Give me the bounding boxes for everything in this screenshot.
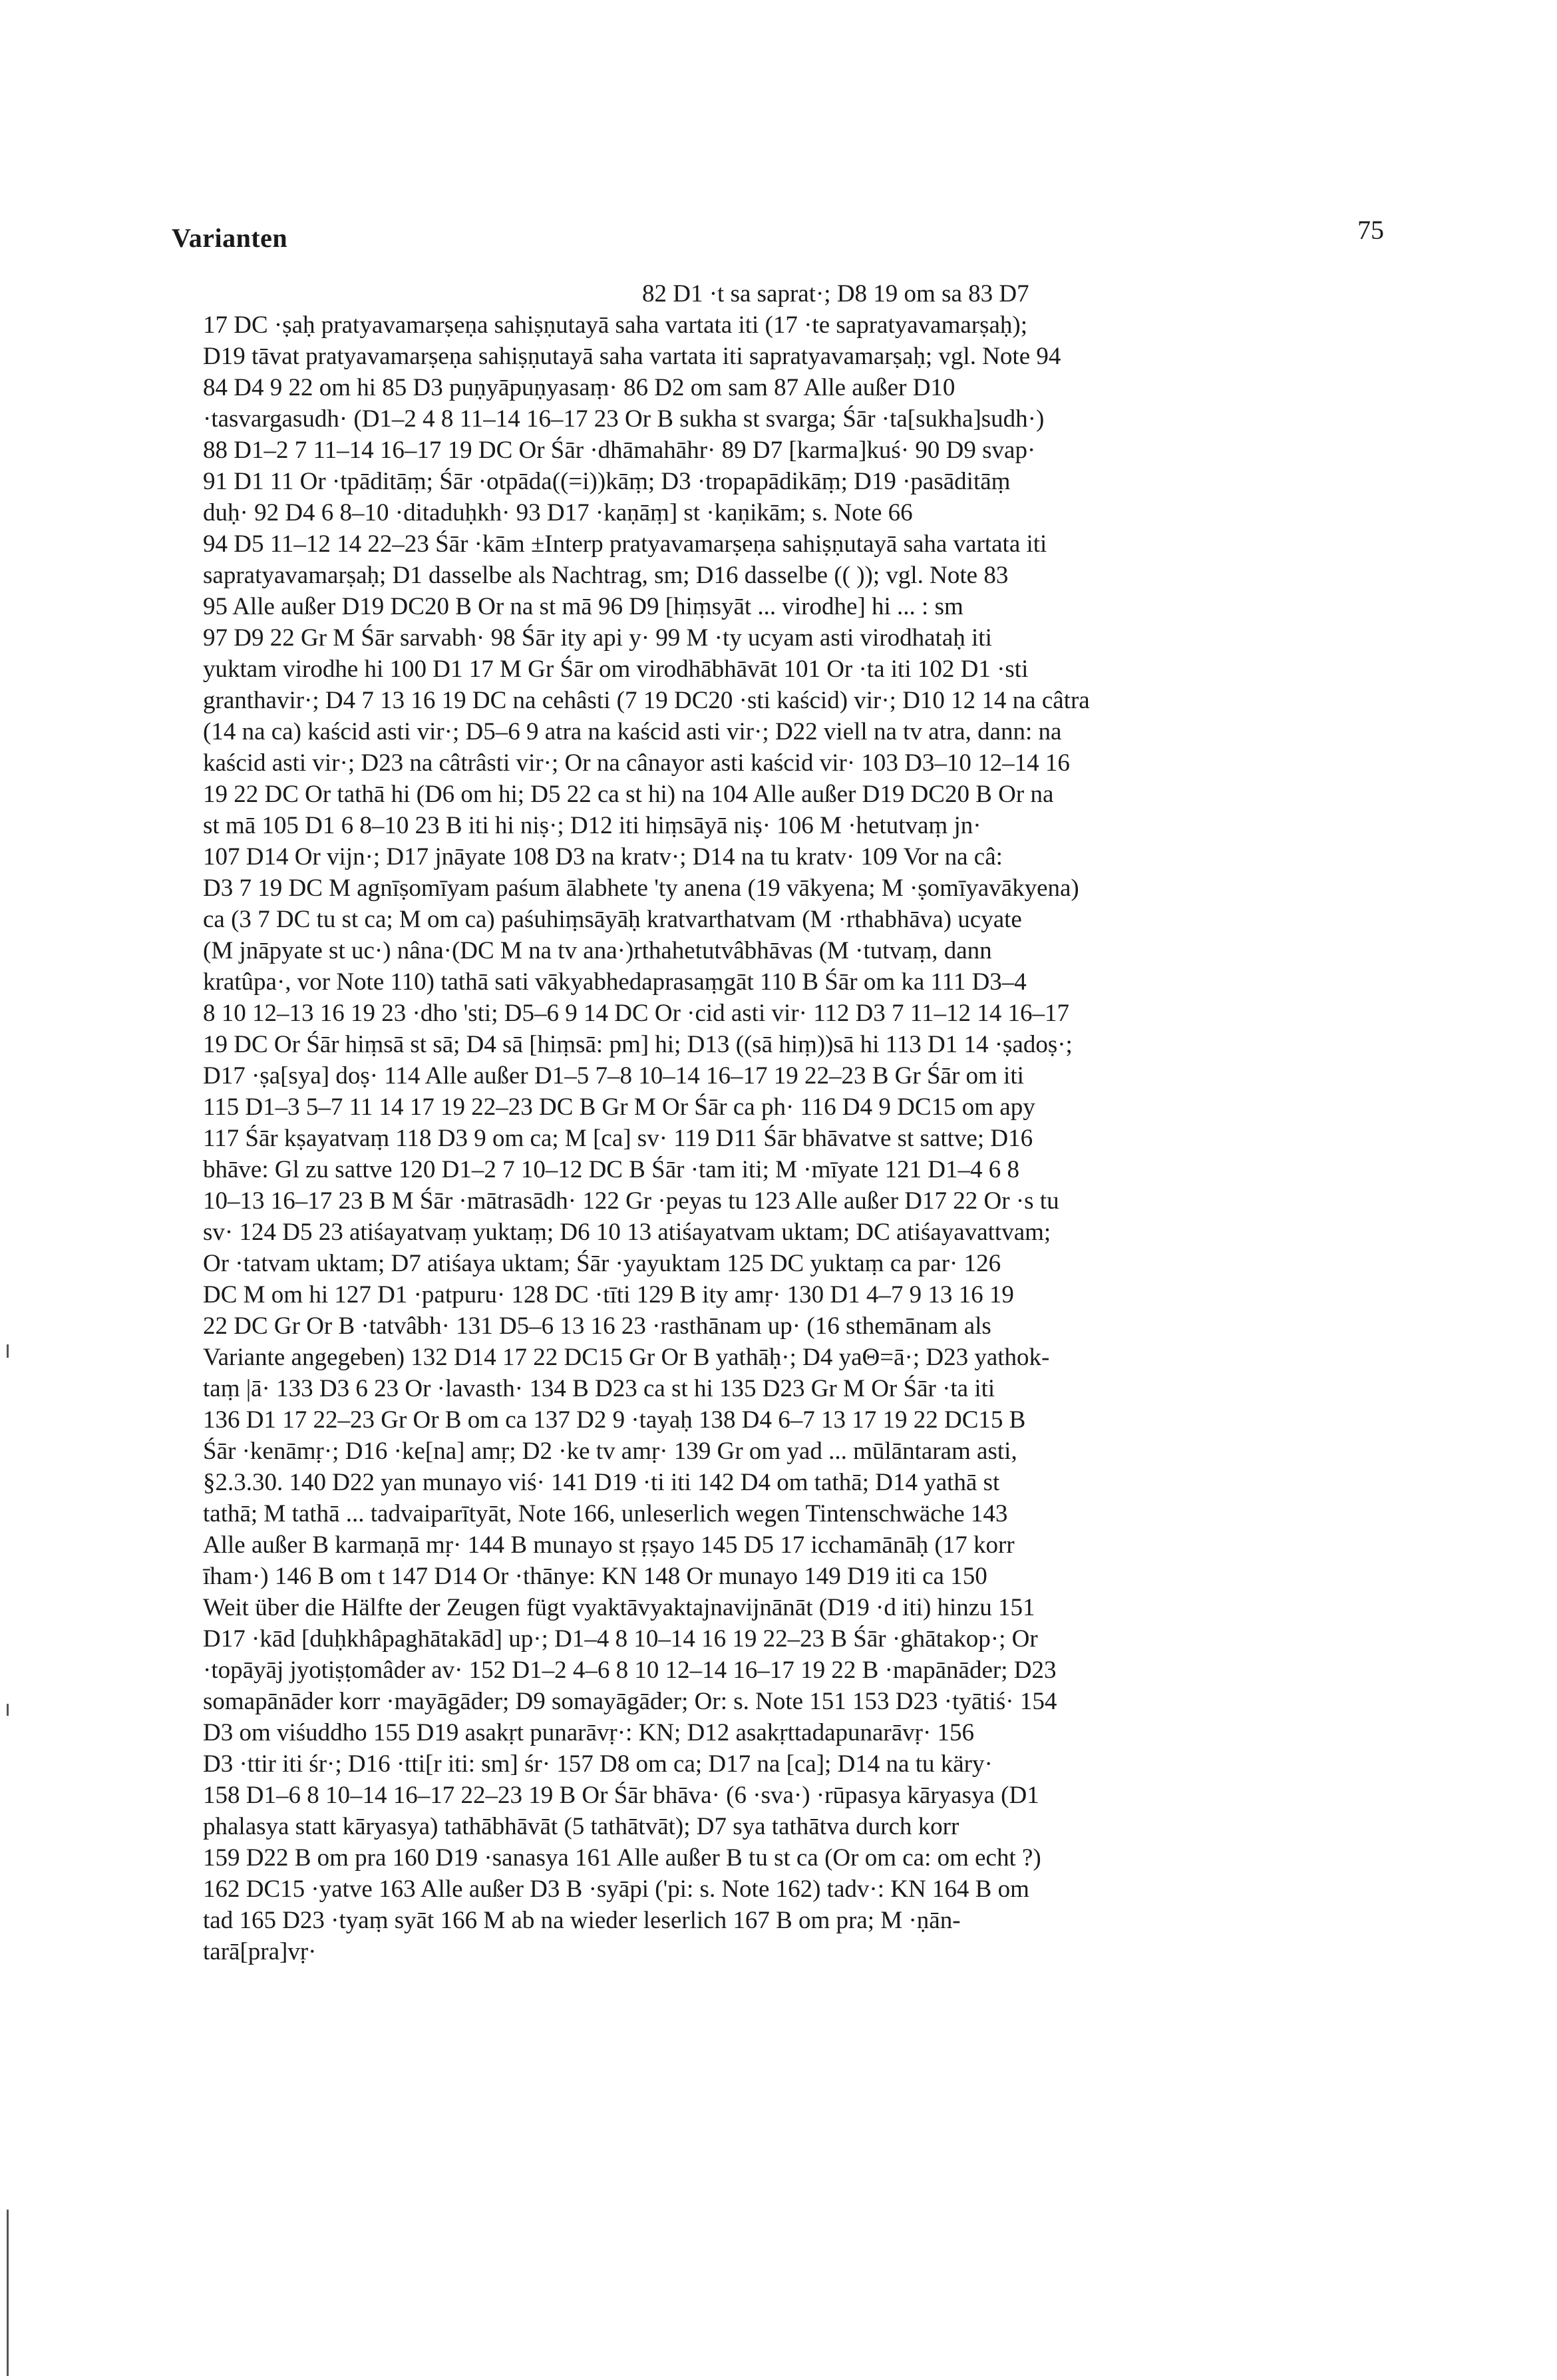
apparatus-line: 19 DC Or Śār hiṃsā st sā; D4 sā [hiṃsā: pm] hi; D13 ((sā hiṃ))sā hi 113 D1 14 ·ṣadoṣ·; — [203, 1031, 1073, 1058]
apparatus-line: st mā 105 D1 6 8–10 23 B iti hi niṣ·; D12 iti hiṃsāyā niṣ· 106 M ·hetutvaṃ jn· — [203, 812, 981, 839]
apparatus-line: tathā; M tathā ... tadvaiparītyāt, Note 166, unleserlich wegen Tintenschwäche 143 — [203, 1500, 1008, 1527]
apparatus-line: 94 D5 11–12 14 22–23 Śār ·kām ±Interp pratyavamarṣeṇa sahiṣṇutayā saha vartata iti — [203, 530, 1047, 558]
apparatus-line: bhāve: Gl zu sattve 120 D1–2 7 10–12 DC B Śār ·tam iti; M ·mīyate 121 D1–4 6 8 — [203, 1156, 1020, 1183]
apparatus-line: 115 D1–3 5–7 11 14 17 19 22–23 DC B Gr M Or Śār ca ph· 116 D4 9 DC15 om apy — [203, 1093, 1035, 1121]
apparatus-line: taṃ |ā· 133 D3 6 23 Or ·lavasth· 134 B D23 ca st hi 135 D23 Gr M Or Śār ·ta iti — [203, 1375, 995, 1402]
apparatus-line: 107 D14 Or vijn·; D17 jnāyate 108 D3 na kratv·; D14 na tu kratv· 109 Vor na câ: — [203, 843, 1003, 871]
apparatus-line: D3 ·ttir iti śr·; D16 ·tti[r iti: sm] śr· 157 D8 om ca; D17 na [ca]; D14 na tu käry· — [203, 1750, 993, 1778]
apparatus-line: 17 DC ·ṣaḥ pratyavamarṣeṇa sahiṣṇutayā saha vartata iti (17 ·te sapratyavamarṣaḥ); — [203, 311, 1028, 339]
apparatus-line: duḥ· 92 D4 6 8–10 ·ditaduḥkh· 93 D17 ·kaṇāṃ] st ·kaṇikām; s. Note 66 — [203, 499, 913, 526]
apparatus-line: granthavir·; D4 7 13 16 19 DC na cehâsti (7 19 DC20 ·sti kaścid) vir·; D10 12 14 na câtra — [203, 687, 1090, 714]
apparatus-line: 97 D9 22 Gr M Śār sarvabh· 98 Śār ity api y· 99 M ·ty ucyam asti virodhataḥ iti — [203, 624, 992, 652]
apparatus-line: (M jnāpyate st uc·) nâna·(DC M na tv ana·)rthahetutvâbhāvas (M ·tutvaṃ, dann — [203, 937, 992, 964]
margin-mark — [7, 1344, 9, 1358]
apparatus-line: kratûpa·, vor Note 110) tathā sati vākyabhedaprasaṃgāt 110 B Śār om ka 111 D3–4 — [203, 968, 1027, 996]
apparatus-line: D3 7 19 DC M agnīṣomīyam paśum ālabhete 'ty anena (19 vākyena; M ·ṣomīyavākyena) — [203, 875, 1079, 902]
apparatus-line: 91 D1 11 Or ·tpāditāṃ; Śār ·otpāda((=i))kāṃ; D3 ·tropapādikāṃ; D19 ·pasāditāṃ — [203, 468, 1011, 495]
apparatus-line: yuktam virodhe hi 100 D1 17 M Gr Śār om virodhābhāvāt 101 Or ·ta iti 102 D1 ·sti — [203, 656, 1029, 683]
apparatus-line: 88 D1–2 7 11–14 16–17 19 DC Or Śār ·dhāmahāhr· 89 D7 [karma]kuś· 90 D9 svap· — [203, 437, 1036, 464]
apparatus-line: Weit über die Hälfte der Zeugen fügt vyaktāvyaktajnavijnānāt (D19 ·d iti) hinzu 151 — [203, 1594, 1035, 1621]
apparatus-line: sv· 124 D5 23 atiśayatvaṃ yuktaṃ; D6 10 13 atiśayatvam uktam; DC atiśayavattvam; — [203, 1219, 1051, 1246]
apparatus-line: 84 D4 9 22 om hi 85 D3 puṇyāpuṇyasaṃ· 86 D2 om sam 87 Alle außer D10 — [203, 374, 955, 401]
apparatus-line: ca (3 7 DC tu st ca; M om ca) paśuhiṃsāyāḥ kratvarthatvam (M ·rthabhāva) ucyate — [203, 906, 1022, 933]
apparatus-line: īham·) 146 B om t 147 D14 Or ·thānye: KN 148 Or munayo 149 D19 iti ca 150 — [203, 1563, 987, 1590]
apparatus-line: somapānāder korr ·mayāgāder; D9 somayāgāder; Or: s. Note 151 153 D23 ·tyātiś· 154 — [203, 1688, 1057, 1715]
apparatus-line: D17 ·ṣa[sya] doṣ· 114 Alle außer D1–5 7–8 10–14 16–17 19 22–23 B Gr Śār om iti — [203, 1062, 1024, 1090]
apparatus-line: DC M om hi 127 D1 ·patpuru· 128 DC ·tīti 129 B ity amṛ· 130 D1 4–7 9 13 16 19 — [203, 1281, 1014, 1308]
margin-mark — [7, 2210, 9, 2376]
apparatus-line: 22 DC Gr Or B ·tatvâbh· 131 D5–6 13 16 23 ·rasthānam up· (16 sthemānam als — [203, 1312, 991, 1340]
apparatus-line: ·topāyāj jyotiṣṭomâder av· 152 D1–2 4–6 8 10 12–14 16–17 19 22 B ·mapānāder; D23 — [203, 1657, 1057, 1684]
apparatus-line: sapratyavamarṣaḥ; D1 dasselbe als Nachtrag, sm; D16 dasselbe (( )); vgl. Note 83 — [203, 562, 1009, 589]
apparatus-line: 19 22 DC Or tathā hi (D6 om hi; D5 22 ca st hi) na 104 Alle außer D19 DC20 B Or na — [203, 781, 1054, 808]
apparatus-line: (14 na ca) kaścid asti vir·; D5–6 9 atra na kaścid asti vir·; D22 viell na tv atra, dann: na — [203, 718, 1062, 745]
apparatus-line: 82 D1 ·t sa saprat·; D8 19 om sa 83 D7 — [642, 280, 1029, 307]
apparatus-line: 95 Alle außer D19 DC20 B Or na st mā 96 D9 [hiṃsyāt ... virodhe] hi ... : sm — [203, 593, 963, 620]
apparatus-line: Or ·tatvam uktam; D7 atiśaya uktam; Śār ·yayuktam 125 DC yuktaṃ ca par· 126 — [203, 1250, 1001, 1277]
apparatus-line: Variante angegeben) 132 D14 17 22 DC15 Gr Or B yathāḥ·; D4 yaΘ=ā·; D23 yathok- — [203, 1344, 1050, 1371]
apparatus-line: §2.3.30. 140 D22 yan munayo viś· 141 D19 ·ti iti 142 D4 om tathā; D14 yathā st — [203, 1469, 1000, 1496]
page-header — [172, 214, 1384, 257]
apparatus-line: tad 165 D23 ·tyaṃ syāt 166 M ab na wieder leserlich 167 B om pra; M ·ṇān- — [203, 1907, 961, 1934]
apparatus-line: 162 DC15 ·yatve 163 Alle außer D3 B ·syāpi ('pi: s. Note 162) tadv·: KN 164 B om — [203, 1876, 1029, 1903]
apparatus-line: D19 tāvat pratyavamarṣeṇa sahiṣṇutayā saha vartata iti sapratyavamarṣaḥ; vgl. Note 94 — [203, 343, 1061, 370]
apparatus-line: 8 10 12–13 16 19 23 ·dho 'sti; D5–6 9 14 DC Or ·cid asti vir· 112 D3 7 11–12 14 16–17 — [203, 1000, 1069, 1027]
margin-mark — [7, 1704, 9, 1716]
apparatus-line: Alle außer B karmaṇā mṛ· 144 B munayo st ṛṣayo 145 D5 17 icchamānāḥ (17 korr — [203, 1531, 1015, 1559]
apparatus-line: tarā[pra]vṛ· — [203, 1938, 317, 1965]
apparatus-line: ·tasvargasudh· (D1–2 4 8 11–14 16–17 23 Or B sukha st svarga; Śār ·ta[sukha]sudh·) — [203, 405, 1045, 433]
apparatus-line: kaścid asti vir·; D23 na câtrâsti vir·; Or na cânayor asti kaścid vir· 103 D3–10 12–14 16 — [203, 749, 1070, 777]
apparatus-line: phalasya statt kāryasya) tathābhāvāt (5 tathātvāt); D7 sya tathātva durch korr — [203, 1813, 959, 1840]
apparatus-line: 136 D1 17 22–23 Gr Or B om ca 137 D2 9 ·tayaḥ 138 D4 6–7 13 17 19 22 DC15 B — [203, 1406, 1026, 1434]
apparatus-line: 158 D1–6 8 10–14 16–17 22–23 19 B Or Śār bhāva· (6 ·sva·) ·rūpasya kāryasya (D1 — [203, 1782, 1039, 1809]
apparatus-line: 10–13 16–17 23 B M Śār ·mātrasādh· 122 Gr ·peyas tu 123 Alle außer D17 22 Or ·s tu — [203, 1187, 1059, 1215]
apparatus-line: 117 Śār kṣayatvaṃ 118 D3 9 om ca; M [ca] sv· 119 D11 Śār bhāvatve st sattve; D16 — [203, 1125, 1033, 1152]
running-title: Varianten — [172, 223, 288, 253]
apparatus-line: D17 ·kād [duḥkhâpaghātakād] up·; D1–4 8 10–14 16 19 22–23 B Śār ·ghātakop·; Or — [203, 1625, 1038, 1653]
apparatus-line: 159 D22 B om pra 160 D19 ·sanasya 161 Alle außer B tu st ca (Or om ca: om echt ?) — [203, 1844, 1041, 1872]
page-number: 75 — [1357, 215, 1384, 245]
apparatus-line: D3 om viśuddho 155 D19 asakṛt punarāvṛ·: KN; D12 asakṛttadapunarāvṛ· 156 — [203, 1719, 975, 1746]
apparatus-line: Śār ·kenāmṛ·; D16 ·ke[na] amṛ; D2 ·ke tv amṛ· 139 Gr om yad ... mūlāntaram asti, — [203, 1438, 1017, 1465]
critical-apparatus — [203, 278, 1387, 1967]
